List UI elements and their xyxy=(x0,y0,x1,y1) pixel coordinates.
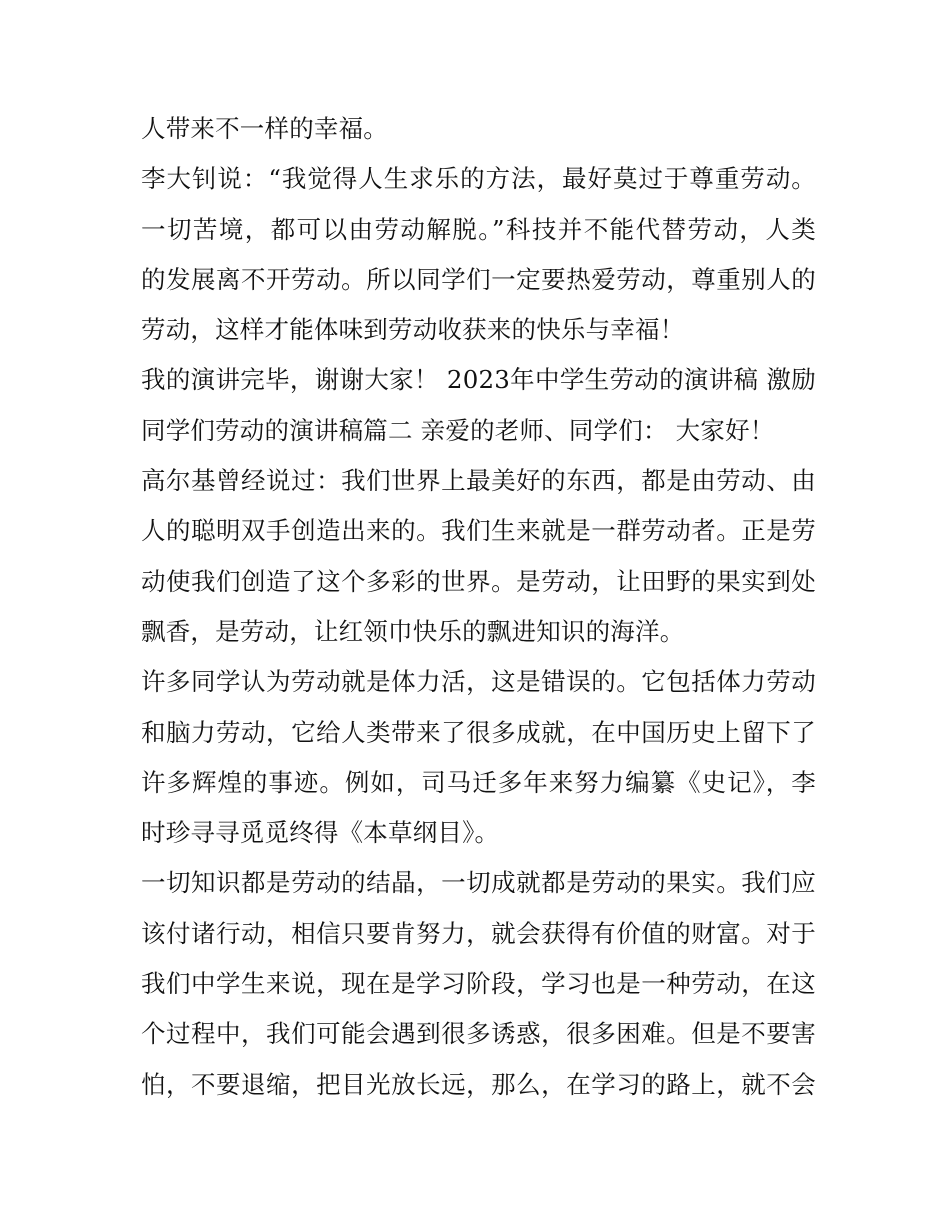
text-line: 一切知识都是劳动的结晶，一切成就都是劳动的果实。我们应 xyxy=(141,868,816,898)
text-line: 时珍寻寻觅觅终得《本草纲目》。 xyxy=(141,818,500,848)
text-line: 一切苦境，都可以由劳动解脱。”科技并不能代替劳动，人类 xyxy=(141,214,816,244)
text-line: 个过程中，我们可能会遇到很多诱惑，很多困难。但是不要害 xyxy=(141,1019,816,1049)
text-line: 人带来不一样的幸福。 xyxy=(141,114,388,143)
text-line: 该付诸行动，相信只要肯努力，就会获得有价值的财富。对于 xyxy=(141,918,816,948)
text-line: 同学们劳动的演讲稿篇二 亲爱的老师、同学们： 大家好！ xyxy=(141,415,775,445)
text-line: 人的聪明双手创造出来的。我们生来就是一群劳动者。正是劳 xyxy=(141,516,816,546)
text-line: 李大钊说：“我觉得人生求乐的方法，最好莫过于尊重劳动。 xyxy=(141,164,816,194)
text-line: 怕，不要退缩，把目光放长远，那么，在学习的路上，就不会 xyxy=(141,1069,816,1099)
text-line: 我们中学生来说，现在是学习阶段，学习也是一种劳动，在这 xyxy=(141,969,816,999)
text-line: 许多辉煌的事迹。例如，司马迁多年来努力编纂《史记》，李 xyxy=(141,767,816,797)
text-line: 和脑力劳动，它给人类带来了很多成就，在中国历史上留下了 xyxy=(141,717,816,747)
body-text xyxy=(141,104,816,1110)
text-line: 飘香，是劳动，让红领巾快乐的飘进知识的海洋。 xyxy=(141,616,685,646)
text-line: 我的演讲完毕，谢谢大家！ 2023年中学生劳动的演讲稿 激励 xyxy=(141,365,816,395)
text-line: 劳动，这样才能体味到劳动收获来的快乐与幸福！ xyxy=(141,315,685,345)
text-line: 动使我们创造了这个多彩的世界。是劳动，让田野的果实到处 xyxy=(141,566,816,596)
text-line: 许多同学认为劳动就是体力活，这是错误的。它包括体力劳动 xyxy=(141,667,816,697)
text-line: 的发展离不开劳动。所以同学们一定要热爱劳动，尊重别人的 xyxy=(141,264,816,294)
text-line: 高尔基曾经说过：我们世界上最美好的东西，都是由劳动、由 xyxy=(141,466,816,496)
